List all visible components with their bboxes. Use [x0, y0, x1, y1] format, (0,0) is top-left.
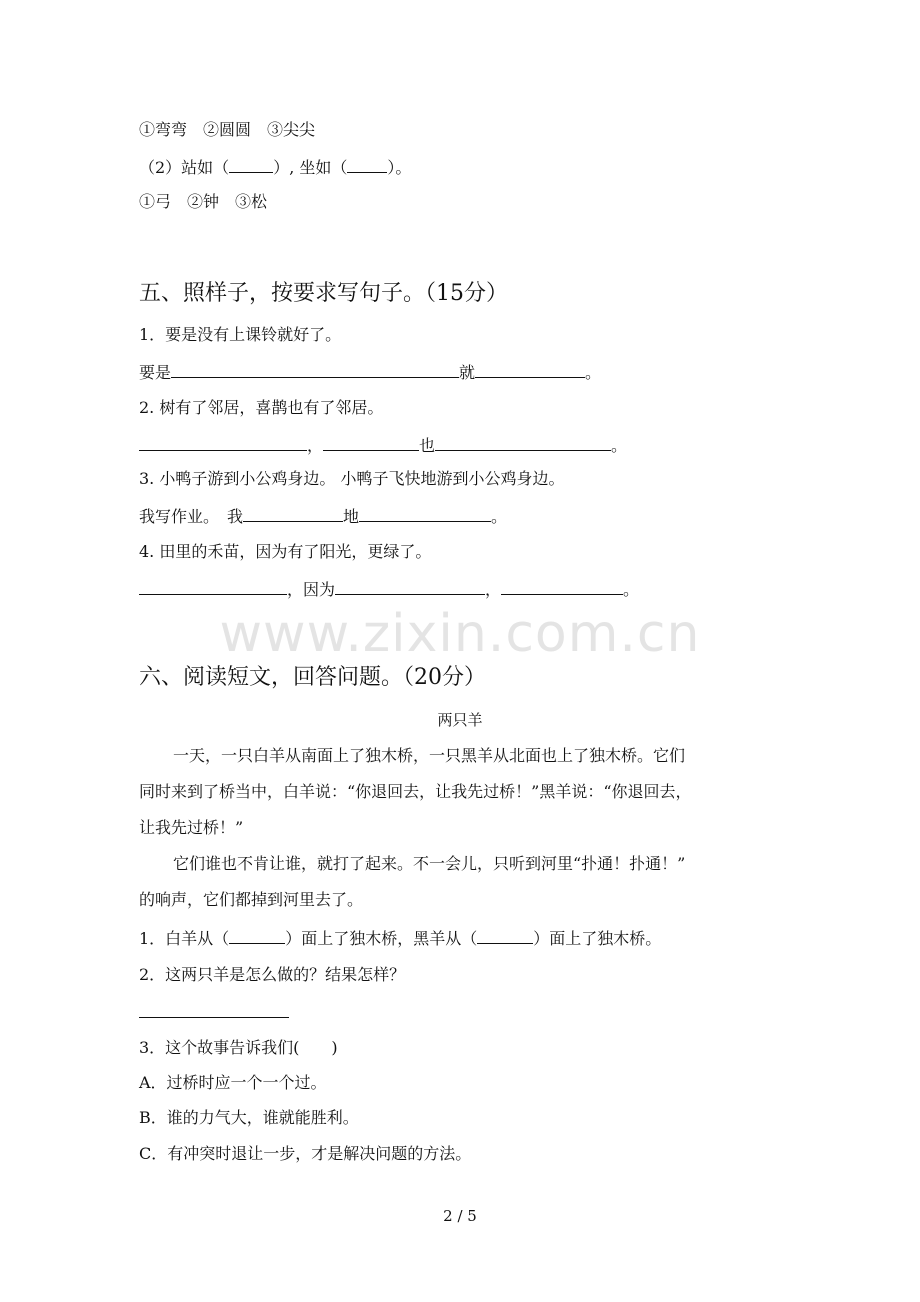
- story-title: 两只羊: [437, 711, 483, 729]
- answer-blank[interactable]: [347, 157, 387, 173]
- s5-a2-comma: ，: [307, 436, 324, 455]
- s5-a4-middle: ，因为: [287, 580, 336, 599]
- s5-a2-middle: 也: [419, 436, 436, 455]
- options-line-1: ①弯弯 ②圆圆 ③尖尖: [139, 120, 316, 139]
- s5-a3-prefix: 我写作业。 我: [139, 507, 244, 526]
- option-a: A．过桥时应一个一个过。: [139, 1073, 327, 1092]
- page-number: 2 / 5: [443, 1207, 477, 1225]
- section-6-title: 六、阅读短文，回答问题。（20分）: [139, 665, 486, 690]
- answer-blank[interactable]: [243, 506, 343, 522]
- answer-blank[interactable]: [171, 362, 459, 378]
- s5-answer-1: [139, 362, 601, 383]
- s5-a3-end: 。: [491, 507, 508, 526]
- s5-a1-middle: 就: [459, 363, 476, 382]
- s5-a4-end: 。: [623, 580, 640, 599]
- s5-answer-4: [139, 579, 639, 600]
- s5-a4-comma: ，: [485, 580, 502, 599]
- answer-blank[interactable]: [435, 435, 611, 451]
- s5-a1-end: 。: [585, 363, 602, 382]
- options-line-2: ①弓 ②钟 ③松: [139, 192, 268, 211]
- s5-question-3: 3. 小鸭子游到小公鸡身边。 小鸭子飞快地游到小公鸡身边。: [139, 469, 565, 488]
- q2-prefix: （2）站如（: [139, 158, 230, 177]
- s5-question-1: 1．要是没有上课铃就好了。: [139, 325, 342, 344]
- story-paragraph-2-line-2: 的响声，它们都掉到河里去了。: [139, 890, 364, 909]
- s6-question-3: 3．这个故事告诉我们( ): [139, 1038, 338, 1057]
- option-c: C．有冲突时退让一步，才是解决问题的方法。: [139, 1144, 472, 1163]
- answer-blank[interactable]: [323, 435, 419, 451]
- answer-blank[interactable]: [229, 157, 273, 173]
- option-b: B．谁的力气大，谁就能胜利。: [139, 1108, 359, 1127]
- s6-question-1: [139, 928, 661, 949]
- watermark: www.zixin.com.cn: [219, 604, 701, 664]
- question-4-2: [139, 157, 411, 178]
- story-paragraph-2-line-1: 它们谁也不肯让谁，就打了起来。不一会儿，只听到河里“扑通！扑通！”: [173, 854, 686, 873]
- answer-blank[interactable]: [501, 579, 623, 595]
- s6-q1-middle: ）面上了独木桥，黑羊从（: [285, 929, 478, 948]
- answer-blank[interactable]: [477, 928, 533, 944]
- answer-blank[interactable]: [359, 506, 491, 522]
- s5-answer-2: [139, 435, 627, 456]
- answer-blank[interactable]: [229, 928, 285, 944]
- answer-blank[interactable]: [139, 579, 287, 595]
- answer-blank[interactable]: [475, 362, 585, 378]
- answer-blank[interactable]: [139, 1002, 289, 1018]
- s6-answer-2: [139, 1002, 289, 1023]
- story-paragraph-1-line-3: 让我先过桥！”: [139, 818, 244, 837]
- q2-suffix: ）。: [387, 158, 412, 177]
- s6-q1-suffix: ）面上了独木桥。: [533, 929, 662, 948]
- s6-q1-prefix: 1．白羊从（: [139, 929, 230, 948]
- answer-blank[interactable]: [335, 579, 485, 595]
- s5-a3-middle: 地: [343, 507, 360, 526]
- s5-question-4: 4. 田里的禾苗，因为有了阳光，更绿了。: [139, 542, 432, 561]
- s5-answer-3: [139, 506, 507, 527]
- s6-question-2: 2．这两只羊是怎么做的？结果怎样？: [139, 965, 406, 984]
- q2-middle: ）, 坐如（: [273, 158, 348, 177]
- s5-a2-end: 。: [611, 436, 628, 455]
- section-5-title: 五、照样子，按要求写句子。（15分）: [139, 281, 508, 306]
- story-paragraph-1-line-1: 一天，一只白羊从南面上了独木桥，一只黑羊从北面也上了独木桥。它们: [173, 746, 686, 765]
- s5-question-2: 2. 树有了邻居，喜鹊也有了邻居。: [139, 398, 384, 417]
- answer-blank[interactable]: [139, 435, 307, 451]
- s5-a1-prefix: 要是: [139, 363, 172, 382]
- story-paragraph-1-line-2: 同时来到了桥当中，白羊说：“你退回去，让我先过桥！”黑羊说：“你退回去，: [139, 782, 692, 801]
